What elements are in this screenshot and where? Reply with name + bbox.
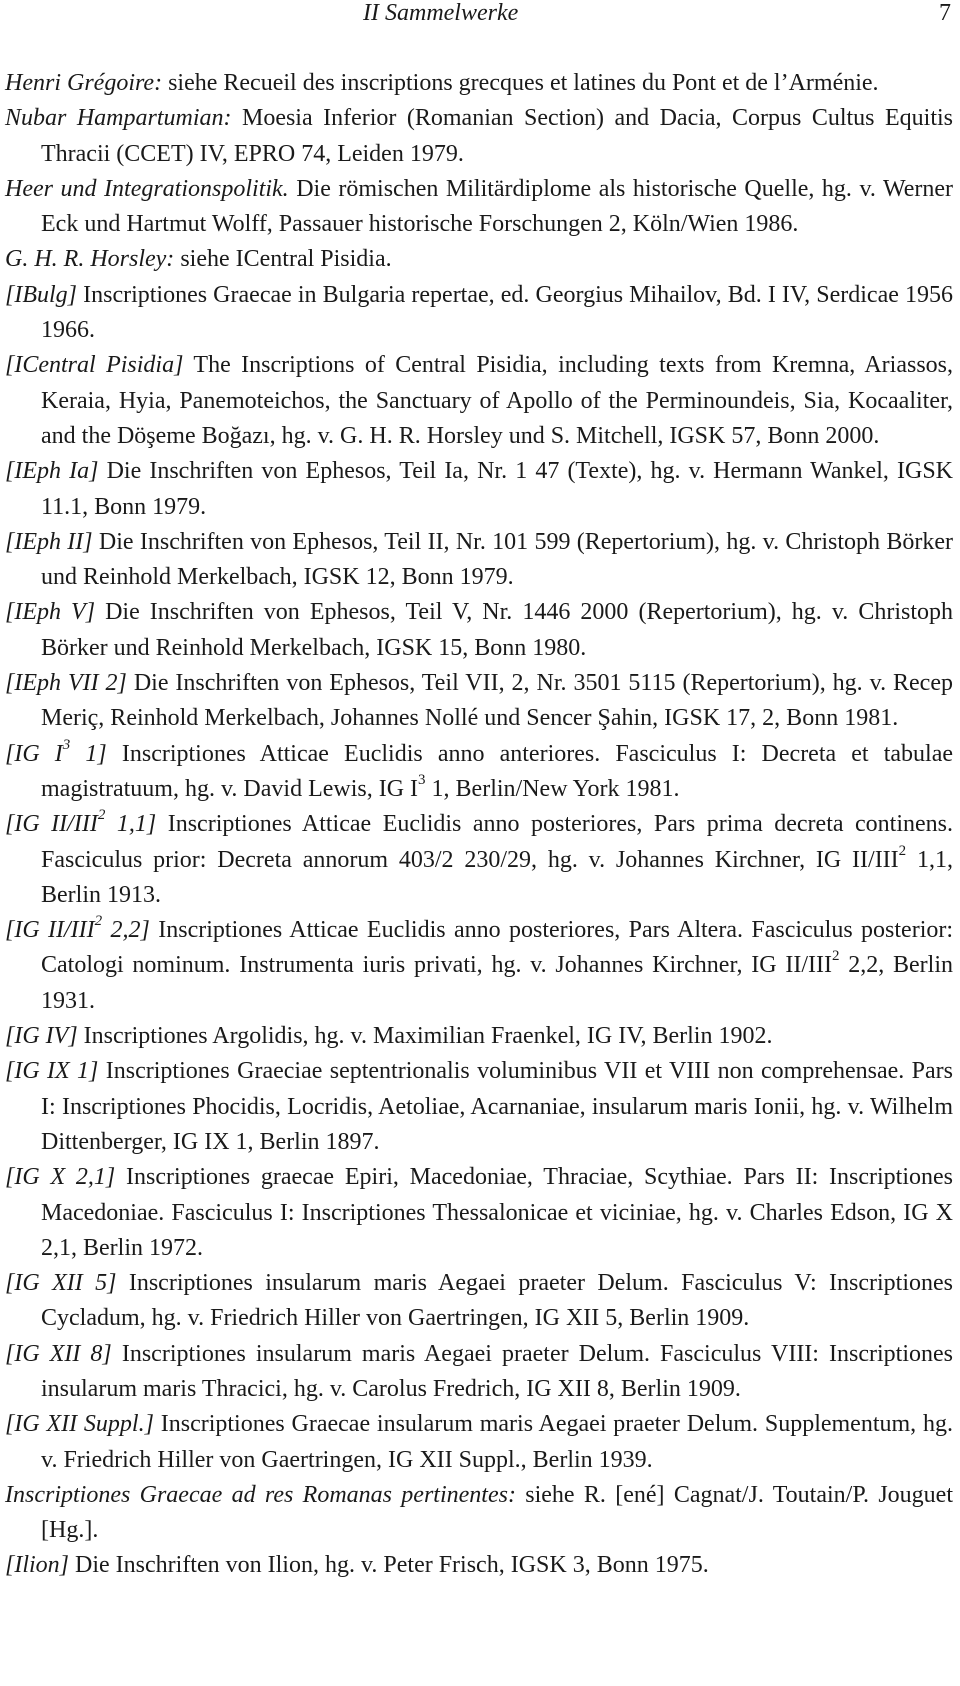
bibliography-entry [5, 1054, 953, 1160]
entry-key: [IG IX 1] [5, 1058, 99, 1085]
entry-key: [IBulg] [5, 281, 77, 308]
entry-key: [Ilion] [5, 1552, 70, 1579]
entry-text: Inscriptiones Atticae Euclidis anno posteriores, Pars Altera. Fasciculus posterior: Catologi nominum. Instrumenta iuris privati, hg. v. Johannes Kirchner, IG II/III [41, 917, 954, 979]
bibliography-entry [5, 454, 953, 525]
entry-key-part: [IG I [5, 740, 63, 767]
entry-key [5, 913, 150, 944]
entry-text: siehe Recueil des inscriptions grecques et latines du Pont et de l’Arménie. [162, 70, 879, 96]
entry-key: Henri Grégoire: [5, 70, 163, 96]
superscript: 2 [94, 913, 103, 930]
entry-text: Die Inschriften von Ephesos, Teil II, Nr. 101 599 (Repertorium), hg. v. Christoph Börker und Reinhold Merkelbach, IGSK 12, Bonn 1979. [41, 528, 953, 591]
entry-key [5, 807, 157, 838]
entry-text: Inscriptiones Graeciae septentrionalis voluminibus VII et VIII non comprehensae. Pars I: Inscriptiones Phocidis, Locridis, Aetoliae, Acarnaniae, insularum maris Ionii, hg. v. Wilhelm Dittenberger, IG IX 1, Berlin 1897. [41, 1058, 953, 1155]
entry-key: [IEph Ia] [5, 458, 99, 485]
bibliography-entry [5, 1478, 953, 1549]
bibliography-entry [5, 525, 953, 596]
bibliography-entry [5, 66, 953, 101]
bibliography-entry [5, 1019, 953, 1054]
entry-key: Heer und Integrationspolitik. [5, 175, 289, 202]
entry-text: Die Inschriften von Ephesos, Teil VII, 2, Nr. 3501 5115 (Repertorium), hg. v. Recep Meriç, Reinhold Merkelbach, Johannes Nollé und Sencer Şahin, IGSK 17, 2, Bonn 1981. [41, 670, 953, 732]
entry-key: [IG XII Suppl.] [5, 1411, 154, 1438]
bibliography-entry [5, 1548, 953, 1583]
entry-text: 1,1, Berlin 1913. [41, 846, 953, 908]
superscript: 2 [898, 842, 907, 859]
entry-text: Inscriptiones Atticae Euclidis anno posteriores, Pars prima decreta continens. Fasciculus prior: Decreta annorum 403/2 230/29, hg. v. Johannes Kirchner, IG II/III [41, 811, 954, 873]
entry-text: siehe ICentral Pisidia. [174, 246, 392, 273]
entry-key-part: [IG II/III [5, 811, 98, 838]
entry-key-part: [IG II/III [5, 917, 95, 944]
section-title: II Sammelwerke [363, 0, 519, 26]
entry-text: Die Inschriften von Ephesos, Teil Ia, Nr. 1 47 (Texte), hg. v. Hermann Wankel, IGSK 11.1, Bonn 1979. [41, 458, 953, 520]
entry-text: 2,2, Berlin 1931. [41, 952, 953, 1014]
entry-key [5, 736, 107, 767]
page-number: 7 [939, 0, 951, 26]
bibliography-entry [5, 172, 953, 243]
entry-key-part: 1,1] [105, 811, 157, 838]
bibliography-list [5, 66, 953, 1584]
bibliography-entry [5, 807, 953, 913]
entry-text: Inscriptiones Atticae Euclidis anno anteriores. Fasciculus I: Decreta et tabulae magistratuum, hg. v. David Lewis, IG I [41, 740, 954, 802]
superscript: 2 [97, 807, 106, 824]
entry-key: [IG XII 5] [5, 1270, 117, 1297]
bibliography-entry [5, 1407, 953, 1478]
entry-text: Inscriptiones insularum maris Aegaei praeter Delum. Fasciculus VIII: Inscriptiones insularum maris Thracici, hg. v. Carolus Fredrich, IG XII 8, Berlin 1909. [41, 1340, 953, 1402]
bibliography-entry [5, 913, 953, 1019]
entry-key: [IG XII 8] [5, 1340, 112, 1367]
bibliography-entry [5, 1337, 953, 1408]
running-head [5, 0, 953, 34]
entry-key: [IG IV] [5, 1023, 78, 1050]
entry-key: [ICentral Pisidia] [5, 352, 184, 379]
bibliography-entry [5, 595, 953, 666]
entry-key: Nubar Hampartumian: [5, 105, 232, 132]
entry-key-part: 1] [70, 740, 107, 767]
entry-text: The Inscriptions of Central Pisidia, including texts from Kremna, Ariassos, Keraia, Hyia, Panemoteichos, the Sanctuary of Apollo of the Perminoundeis, Sia, Kocaaliter, and the Döşeme Boğazı, hg. v. G. H. R. Horsley und S. Mitchell, IGSK 57, Bonn 2000. [41, 352, 954, 449]
entry-text: Inscriptiones graecae Epiri, Macedoniae, Thraciae, Scythiae. Pars II: Inscriptiones Macedoniae. Fasciculus I: Inscriptiones Thessalonicae et viciniae, hg. v. Charles Edson, IG X 2,1, Berlin 1972. [41, 1164, 954, 1261]
bibliography-entry [5, 101, 953, 172]
entry-key: G. H. R. Horsley: [5, 246, 175, 273]
bibliography-entry [5, 348, 953, 454]
entry-text: Die römischen Militärdiplome als historische Quelle, hg. v. Werner Eck und Hartmut Wolff, Passauer historische Forschungen 2, Köln/Wien 1986. [41, 175, 953, 238]
entry-text: Die Inschriften von Ilion, hg. v. Peter Frisch, IGSK 3, Bonn 1975. [69, 1552, 709, 1579]
entry-key: [IEph II] [5, 528, 93, 555]
bibliography-entry [5, 666, 953, 737]
entry-key: [IEph V] [5, 599, 96, 626]
superscript: 3 [418, 771, 426, 788]
entry-text: Inscriptiones Argolidis, hg. v. Maximilian Fraenkel, IG IV, Berlin 1902. [77, 1023, 773, 1050]
entry-text: Inscriptiones Graecae in Bulgaria repertae, ed. Georgius Mihailov, Bd. I IV, Serdicae 1956 1966. [41, 281, 953, 344]
entry-text: Inscriptiones insularum maris Aegaei praeter Delum. Fasciculus V: Inscriptiones Cycladum, hg. v. Friedrich Hiller von Gaertringen, IG XII 5, Berlin 1909. [41, 1270, 953, 1332]
bibliography-entry [5, 278, 953, 349]
entry-key: Inscriptiones Graecae ad res Romanas pertinentes: [5, 1481, 516, 1508]
entry-text: 1, Berlin/New York 1981. [425, 775, 680, 802]
bibliography-entry [5, 1266, 953, 1337]
entry-text: Moesia Inferior (Romanian Section) and Dacia, Corpus Cultus Equitis Thracii (CCET) IV, EPRO 74, Leiden 1979. [41, 105, 954, 167]
bibliography-entry [5, 737, 953, 808]
entry-text: Die Inschriften von Ephesos, Teil V, Nr. 1446 2000 (Repertorium), hg. v. Christoph Börker und Reinhold Merkelbach, IGSK 15, Bonn 1980. [41, 599, 953, 661]
entry-key: [IEph VII 2] [5, 670, 127, 697]
bibliography-entry [5, 1160, 953, 1266]
bibliography-entry [5, 242, 953, 277]
superscript: 2 [831, 948, 840, 965]
entry-key-part: 2,2] [102, 917, 150, 944]
entry-text: Inscriptiones Graecae insularum maris Aegaei praeter Delum. Supplementum, hg. v. Friedrich Hiller von Gaertringen, IG XII Suppl., Berlin 1939. [41, 1411, 953, 1473]
entry-key: [IG X 2,1] [5, 1164, 116, 1191]
entry-text: siehe R. [ené] Cagnat/J. Toutain/P. Jouguet [Hg.]. [41, 1481, 954, 1544]
superscript: 3 [62, 736, 71, 753]
